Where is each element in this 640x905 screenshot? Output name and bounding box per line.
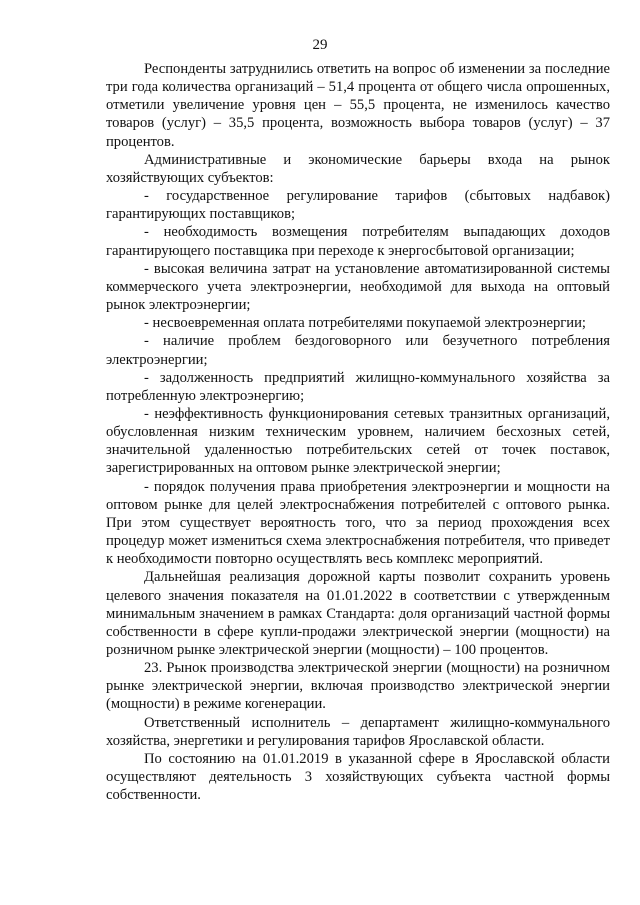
paragraph-barriers-intro: Административные и экономические барьеры входа на рынок хозяйствующих субъектов: — [106, 151, 610, 186]
list-item-wholesale-access-procedure: - порядок получения права приобретения электроэнергии и мощности на оптовом рынке для целей электроснабжения потребителей с оптового рынка. При этом существует вероятность того, что за период прохождения всех процедур может измениться схема электроснабжения потребителя, что приведет к необходимости повторно осуществлять весь комплекс мероприятий. — [106, 478, 610, 568]
list-item-lost-income-compensation: - необходимость возмещения потребителям выпадающих доходов гарантирующего поставщика при переходе к энергосбытовой организации; — [106, 224, 610, 259]
paragraph-respondents-survey: Респонденты затруднились ответить на вопрос об изменении за последние три года количества организаций – 51,4 процента от общего числа опрошенных, отметили увеличение уровня цен – 55,5 процента, не изменилось качество товаров (услуг) – 35,5 процента, возможность выбора товаров (услуг) – 37 процентов. — [106, 61, 610, 150]
document-body — [106, 60, 610, 804]
list-item-late-payment: - несвоевременная оплата потребителями покупаемой электроэнергии; — [144, 315, 586, 332]
list-item-unmetered-consumption: - наличие проблем бездоговорного или безучетного потребления электроэнергии; — [106, 333, 610, 368]
section-heading-market-23: 23. Рынок производства электрической энергии (мощности) на розничном рынке электрической энергии, включая производство электрической энергии (мощности) в режиме когенерации. — [106, 660, 610, 713]
list-item-metering-costs: - высокая величина затрат на установление автоматизированной системы коммерческого учета электроэнергии, необходимой для выхода на оптовый рынок электроэнергии; — [106, 260, 610, 314]
paragraph-market-status: По состоянию на 01.01.2019 в указанной сфере в Ярославской области осуществляют деятельность 3 хозяйствующих субъекта частной формы собственности. — [106, 750, 610, 804]
list-item-tariff-regulation: - государственное регулирование тарифов (сбытовых надбавок) гарантирующих поставщиков; — [106, 188, 610, 223]
page-number: 29 — [312, 37, 328, 53]
list-item-housing-debt: - задолженность предприятий жилищно-коммунального хозяйства за потребленную электроэнергию; — [106, 369, 610, 404]
paragraph-responsible-executor: Ответственный исполнитель – департамент жилищно-коммунального хозяйства, энергетики и регулирования тарифов Ярославской области. — [106, 714, 610, 749]
paragraph-roadmap-target: Дальнейшая реализация дорожной карты позволит сохранить уровень целевого значения показателя на 01.01.2022 в соответствии с утвержденным минимальным значением в рамках Стандарта: доля организаций частной формы собственности в сфере купли-продажи электрической энергии (мощности) на розничном рынке электрической энергии (мощности) – 100 процентов. — [106, 569, 610, 658]
list-item-transit-grid-inefficiency: - неэффективность функционирования сетевых транзитных организаций, обусловленная низким техническим уровнем, наличием бесхозных сетей, значительной удаленностью потребительских сетей от точек поставок, зарегистрированных на оптовом рынке электрической энергии; — [106, 405, 610, 477]
